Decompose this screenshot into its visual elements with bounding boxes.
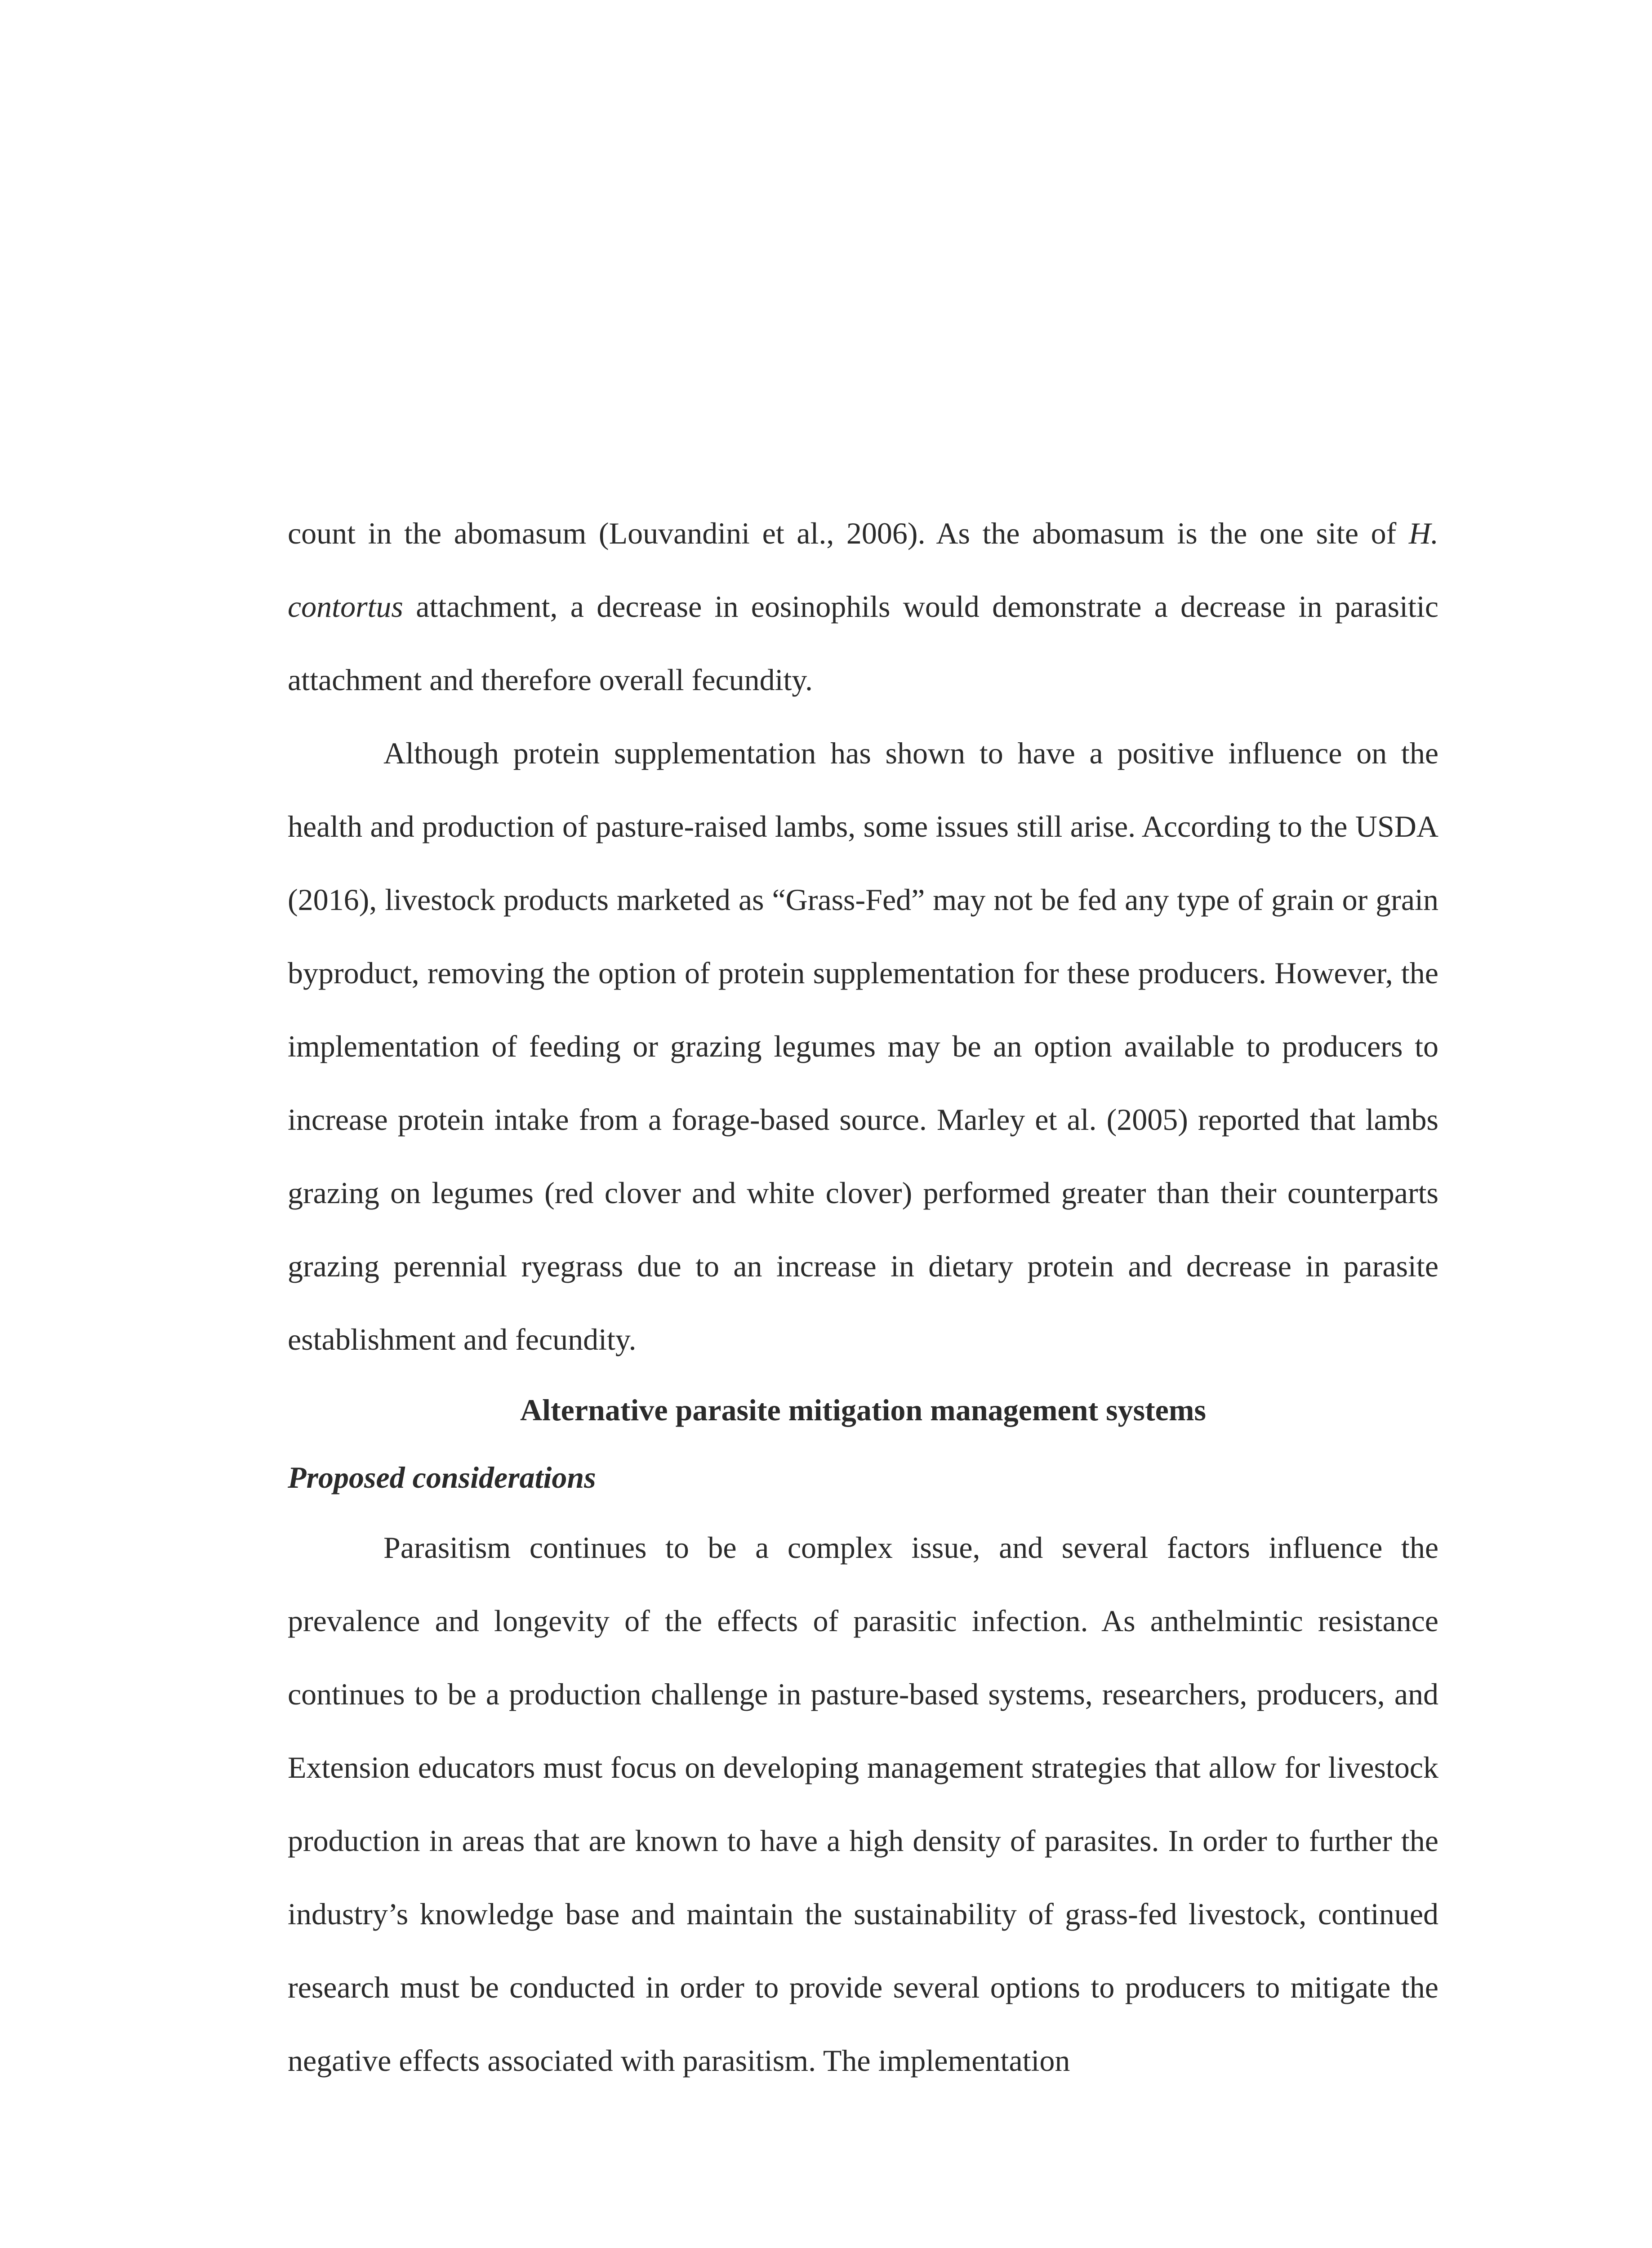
paragraph-parasitism: Parasitism continues to be a complex issue, and several factors influence the prevalence and longevity of the effects of parasitic infection. As anthelmintic resistance continues to be a production challenge in pasture-based systems, researchers, producers, and Extension educators must focus on developing management strategies that allow for livestock production in areas that are known to have a high density of parasites. In order to further the industry’s knowledge base and maintain the sustainability of grass-fed livestock, continued research must be conducted in order to provide several options to producers to mitigate the negative effects associated with parasitism. The implementation [288,1530,1438,2078]
paragraph-text: count in the abomasum (Louvandini et al., 2006). As the abomasum is the one site of [288,516,1409,550]
paragraph-eosinophils [288,497,1438,717]
section-heading: Alternative parasite mitigation management systems [520,1393,1206,1427]
body-text [288,497,1438,2097]
paragraph-text: attachment, a decrease in eosinophils would demonstrate a decrease in parasitic attachment and therefore overall fecundity. [288,589,1438,697]
species-name: H. contortus [288,516,1438,624]
paragraph-protein-supplementation: Although protein supplementation has shown to have a positive influence on the health and production of pasture-raised lambs, some issues still arise. According to the USDA (2016), livestock products marketed as “Grass-Fed” may not be fed any type of grain or grain byproduct, removing the option of protein supplementation for these producers. However, the implementation of feeding or grazing legumes may be an option available to producers to increase protein intake from a forage-based source. Marley et al. (2005) reported that lambs grazing on legumes (red clover and white clover) performed greater than their counterparts grazing perennial ryegrass due to an increase in dietary protein and decrease in parasite establishment and fecundity. [288,736,1438,1356]
subsection-heading: Proposed considerations [288,1460,596,1494]
